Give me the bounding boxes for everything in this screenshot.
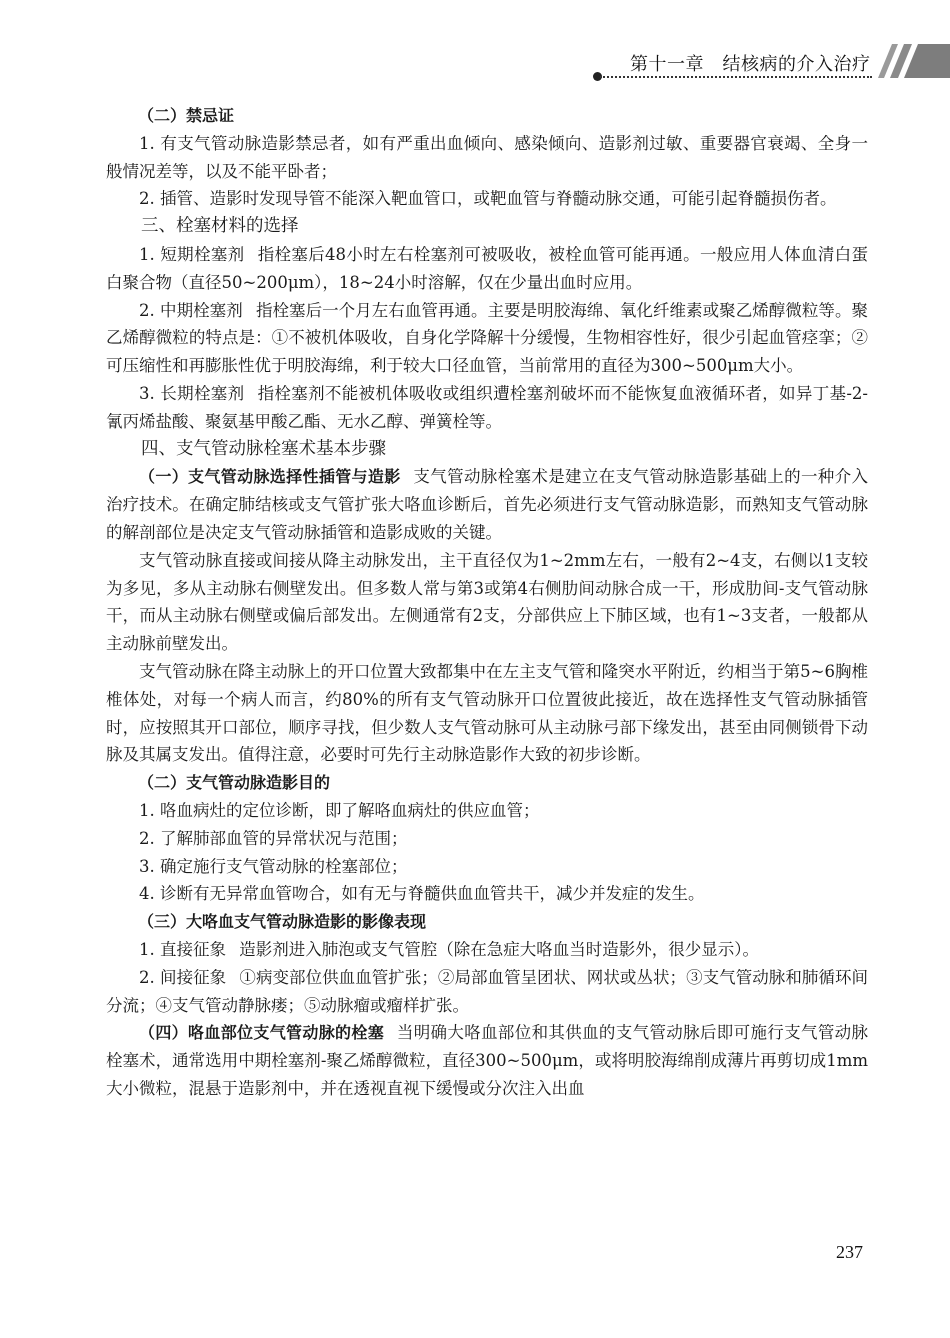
step-lead: （一）支气管动脉选择性插管与造影	[139, 467, 401, 487]
finding-item	[106, 936, 868, 964]
item-term: 2. 中期栓塞剂	[139, 300, 243, 320]
step-text: 当明确大咯血部位和其供血的支气管动脉后即可施行支气管动脉栓塞术，通常选用中期栓塞剂-聚乙烯醇微粒，直径300~500μm，或将明胶海绵削成薄片再剪切成1mm大小微粒，混悬于造影剂中，并在透视直视下缓慢或分次注入出血	[106, 1023, 868, 1098]
embolic-material-item	[106, 380, 868, 436]
step-text: 支气管动脉栓塞术是建立在支气管动脉造影基础上的一种介入治疗技术。在确定肺结核或支气管扩张大咯血诊断后，首先必须进行支气管动脉造影，而熟知支气管动脉的解剖部位是决定支气管动脉插管和造影成败的关键。	[106, 467, 868, 542]
contraindication-item: 2. 插管、造影时发现导管不能深入靶血管口，或靶血管与脊髓动脉交通，可能引起脊髓损伤者。	[139, 189, 837, 209]
item-text: 指栓塞剂不能被机体吸收或组织遭栓塞剂破坏而不能恢复血液循环者，如异丁基-2-氰丙烯盐酸、聚氨基甲酸乙酯、无水乙醇、弹簧栓等。	[106, 383, 868, 431]
header-dotted-rule	[600, 76, 872, 78]
item-term: 3. 长期栓塞剂	[139, 383, 245, 403]
page-number: 237	[836, 1242, 863, 1262]
item-term: 2. 间接征象	[139, 967, 227, 987]
body-paragraph: 支气管动脉直接或间接从降主动脉发出，主干直径仅为1~2mm左右，一般有2~4支，右侧以1支较为多见，多从主动脉右侧壁发出。但多数人常与第3或第4右侧肋间动脉合成一干，形成肋间-支气管动脉干，而从主动脉右侧壁或偏后部发出。左侧通常有2支，分部供应上下肺区域，也有1~3支者，一般都从主动脉前壁发出。	[106, 550, 868, 654]
section-heading-embolic-materials: 三、栓塞材料的选择	[141, 216, 299, 237]
imaging-findings-heading: （三）大咯血支气管动脉造影的影像表现	[138, 912, 427, 932]
item-term: 1. 短期栓塞剂	[139, 244, 245, 264]
item-term: 1. 直接征象	[139, 939, 226, 959]
section-heading-basic-steps: 四、支气管动脉栓塞术基本步骤	[141, 438, 386, 459]
contraindications-heading: （二）禁忌证	[138, 106, 235, 125]
page-body	[106, 102, 868, 1103]
running-header	[0, 0, 950, 86]
step-paragraph	[106, 1019, 868, 1102]
item-text: 造影剂进入肺泡或支气管腔（除在急症大咯血当时造影外，很少显示）。	[239, 939, 759, 959]
item-text: 指栓塞后48小时左右栓塞剂可被吸收，被栓血管可能再通。一般应用人体血清白蛋白聚合物（直径50~200μm），18~24小时溶解，仅在少量出血时应用。	[106, 244, 868, 292]
purpose-item: 4. 诊断有无异常血管吻合，如有无与脊髓供血血管共干，减少并发症的发生。	[139, 884, 705, 904]
step-lead: （四）咯血部位支气管动脉的栓塞	[139, 1023, 385, 1043]
purpose-item: 3. 确定施行支气管动脉的栓塞部位；	[139, 856, 408, 876]
finding-item	[106, 964, 868, 1020]
purpose-item: 1. 咯血病灶的定位诊断，即了解咯血病灶的供应血管；	[139, 800, 540, 820]
chapter-title: 第十一章 结核病的介入治疗	[630, 54, 871, 75]
item-text: ①病变部位供血血管扩张；②局部血管呈团状、网状或丛状；③支气管动脉和肺循环间分流；④支气管动静脉瘘；⑤动脉瘤或瘤样扩张。	[106, 967, 869, 1015]
contraindication-item: 1. 有支气管动脉造影禁忌者，如有严重出血倾向、感染倾向、造影剂过敏、重要器官衰竭、全身一般情况差等，以及不能平卧者；	[106, 133, 868, 181]
header-stripe-decoration	[868, 44, 950, 78]
angiography-purpose-heading: （二）支气管动脉造影目的	[138, 773, 331, 793]
purpose-item: 2. 了解肺部血管的异常状况与范围；	[139, 828, 408, 848]
item-text: 指栓塞后一个月左右血管再通。主要是明胶海绵、氧化纤维素或聚乙烯醇微粒等。聚乙烯醇微粒的特点是：①不被机体吸收，自身化学降解十分缓慢，生物相容性好，很少引起血管痉挛；②可压缩性和再膨胀性优于明胶海绵，利于较大口径血管，当前常用的直径为300~500μm大小。	[106, 300, 868, 376]
step-paragraph	[106, 463, 868, 546]
embolic-material-item	[106, 241, 868, 297]
body-paragraph: 支气管动脉在降主动脉上的开口位置大致都集中在左主支气管和隆突水平附近，约相当于第5~6胸椎椎体处，对每一个病人而言，约80%的所有支气管动脉开口位置彼此接近，故在选择性支气管动脉插管时，应按照其开口部位，顺序寻找，但少数人支气管动脉可从主动脉弓部下缘发出，甚至由同侧锁骨下动脉及其属支发出。值得注意，必要时可先行主动脉造影作大致的初步诊断。	[106, 661, 868, 765]
embolic-material-item	[106, 297, 868, 380]
